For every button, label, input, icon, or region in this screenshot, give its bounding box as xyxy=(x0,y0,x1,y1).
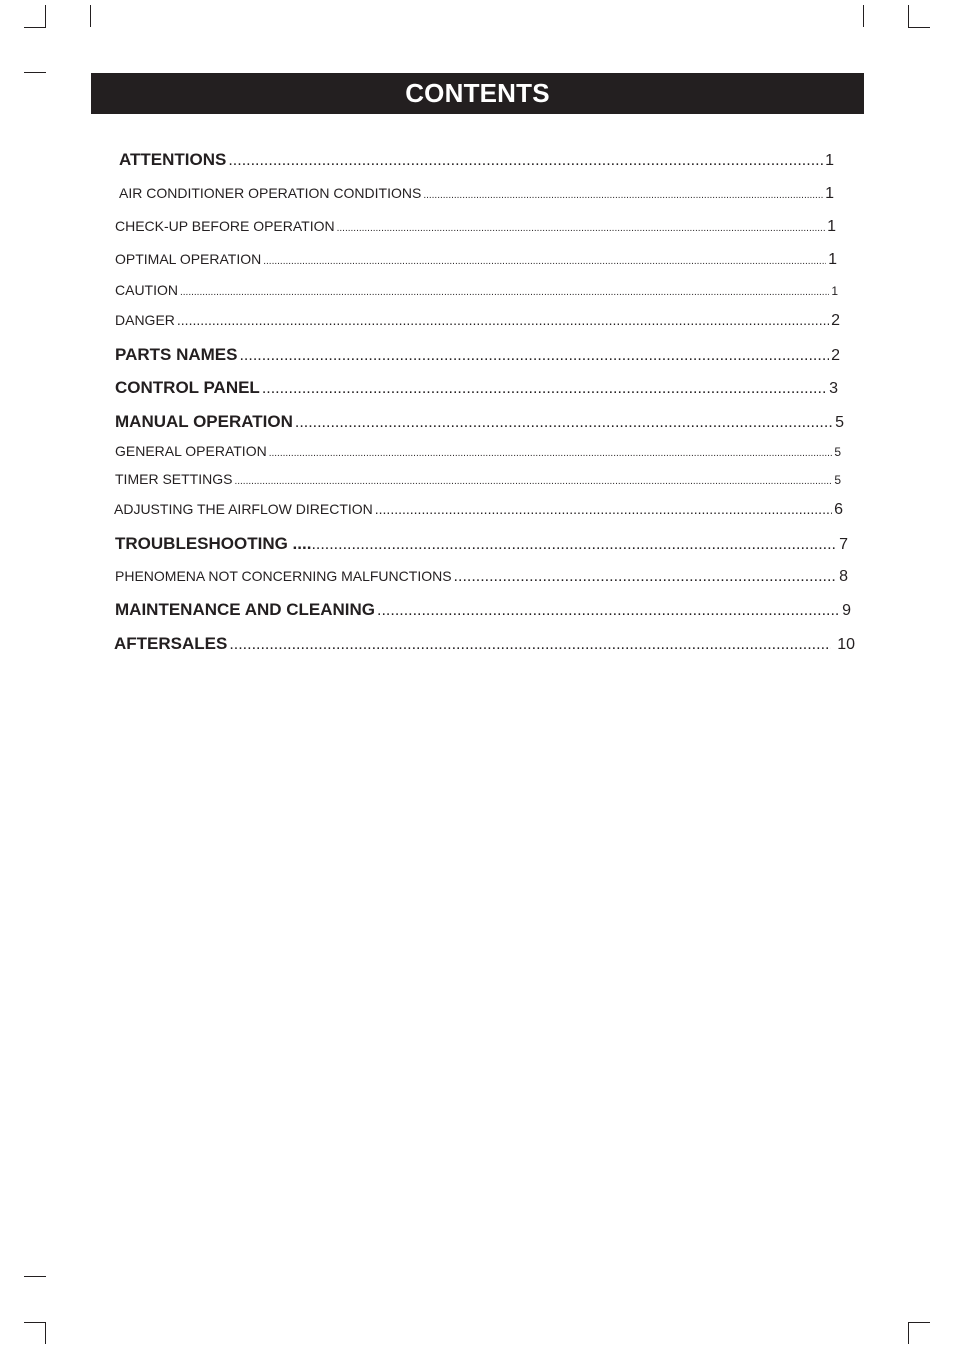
dot-leader xyxy=(239,347,829,365)
toc-entry-maintenance-and-cleaning[interactable] xyxy=(115,600,851,620)
dot-leader xyxy=(177,312,829,328)
toc-entry-label: MAINTENANCE AND CLEANING xyxy=(115,600,376,619)
contents-title-bar xyxy=(91,73,864,114)
dot-leader xyxy=(375,501,832,517)
crop-mark xyxy=(908,1322,909,1344)
dot-leader xyxy=(263,256,826,267)
toc-entry-page: 6 xyxy=(834,501,843,518)
toc-entry-label: CONTROL PANEL xyxy=(115,378,260,397)
crop-mark xyxy=(90,5,91,27)
dot-leader xyxy=(423,190,823,201)
dot-leader xyxy=(229,636,831,654)
toc-entry-parts-names[interactable] xyxy=(115,345,840,365)
toc-entry-label: ATTENTIONS xyxy=(119,150,227,169)
toc-entry-page: 1 xyxy=(825,152,834,169)
toc-entry-page: 2 xyxy=(831,347,840,364)
toc-entry-label: TIMER SETTINGS xyxy=(115,471,233,487)
toc-entry-label: CHECK-UP BEFORE OPERATION xyxy=(115,218,335,234)
toc-entry-page: 10 xyxy=(837,636,855,653)
dot-leader xyxy=(180,287,829,298)
toc-entry-label: ADJUSTING THE AIRFLOW DIRECTION xyxy=(114,501,373,517)
toc-entry-optimal-operation[interactable] xyxy=(115,251,837,269)
toc-entry-page: 9 xyxy=(842,602,851,619)
dot-leader xyxy=(454,568,838,586)
toc-entry-page: 1 xyxy=(825,185,834,202)
crop-mark xyxy=(908,1322,930,1323)
toc-entry-air-conditioner-operation-conditions[interactable] xyxy=(119,185,834,203)
crop-mark xyxy=(24,72,46,73)
page-title: CONTENTS xyxy=(405,78,550,108)
toc-entry-label: PARTS NAMES xyxy=(115,345,238,364)
crop-mark xyxy=(24,27,46,28)
toc-entry-label: CAUTION xyxy=(115,282,178,298)
dot-leader xyxy=(234,476,832,487)
dot-leader xyxy=(377,602,840,620)
crop-mark xyxy=(908,27,930,28)
toc-entry-page: 1 xyxy=(827,218,836,235)
toc-entry-timer-settings[interactable] xyxy=(115,471,841,487)
toc-entry-page: 2 xyxy=(831,312,840,329)
toc-entry-check-up-before-operation[interactable] xyxy=(115,218,836,236)
toc-entry-page: 5 xyxy=(835,414,844,431)
toc-entry-caution[interactable] xyxy=(115,282,838,298)
toc-entry-attentions[interactable] xyxy=(119,150,834,170)
dot-leader xyxy=(262,380,827,398)
toc-entry-adjusting-the-airflow-direction[interactable] xyxy=(114,501,843,519)
crop-mark xyxy=(863,5,864,27)
toc-entry-page: 1 xyxy=(831,284,838,298)
crop-mark xyxy=(908,5,909,27)
toc-entry-label: PHENOMENA NOT CONCERNING MALFUNCTIONS xyxy=(115,568,452,584)
toc-entry-troubleshooting[interactable] xyxy=(115,534,848,554)
toc-entry-page: 3 xyxy=(829,380,838,397)
dot-leader xyxy=(269,448,833,459)
toc-entry-page: 1 xyxy=(828,251,837,268)
dot-leader xyxy=(228,152,823,170)
crop-mark xyxy=(45,5,46,27)
toc-entry-label: AFTERSALES xyxy=(114,634,228,653)
toc-entry-aftersales[interactable] xyxy=(114,634,855,654)
toc-entry-label: OPTIMAL OPERATION xyxy=(115,251,262,267)
toc-entry-page: 5 xyxy=(834,473,841,487)
toc-entry-phenomena-not-concerning-malfunctions[interactable] xyxy=(115,568,848,586)
dot-leader xyxy=(337,223,825,234)
dot-leader xyxy=(311,536,837,554)
toc-entry-danger[interactable] xyxy=(115,312,840,330)
toc-entry-page: 8 xyxy=(839,568,848,585)
crop-mark xyxy=(24,1276,46,1277)
crop-mark xyxy=(45,1322,46,1344)
toc-entry-label: MANUAL OPERATION xyxy=(115,412,293,431)
toc-entry-page: 7 xyxy=(839,536,848,553)
toc-entry-manual-operation[interactable] xyxy=(115,412,844,432)
toc-entry-label: AIR CONDITIONER OPERATION CONDITIONS xyxy=(119,185,422,201)
toc-entry-page: 5 xyxy=(834,445,841,459)
crop-mark xyxy=(24,1322,46,1323)
toc-entry-label: GENERAL OPERATION xyxy=(115,443,267,459)
toc-entry-label: DANGER xyxy=(115,312,175,328)
toc-entry-label: TROUBLESHOOTING .... xyxy=(115,534,312,553)
dot-leader xyxy=(295,414,833,432)
toc-entry-general-operation[interactable] xyxy=(115,443,841,459)
toc-entry-control-panel[interactable] xyxy=(115,378,838,398)
